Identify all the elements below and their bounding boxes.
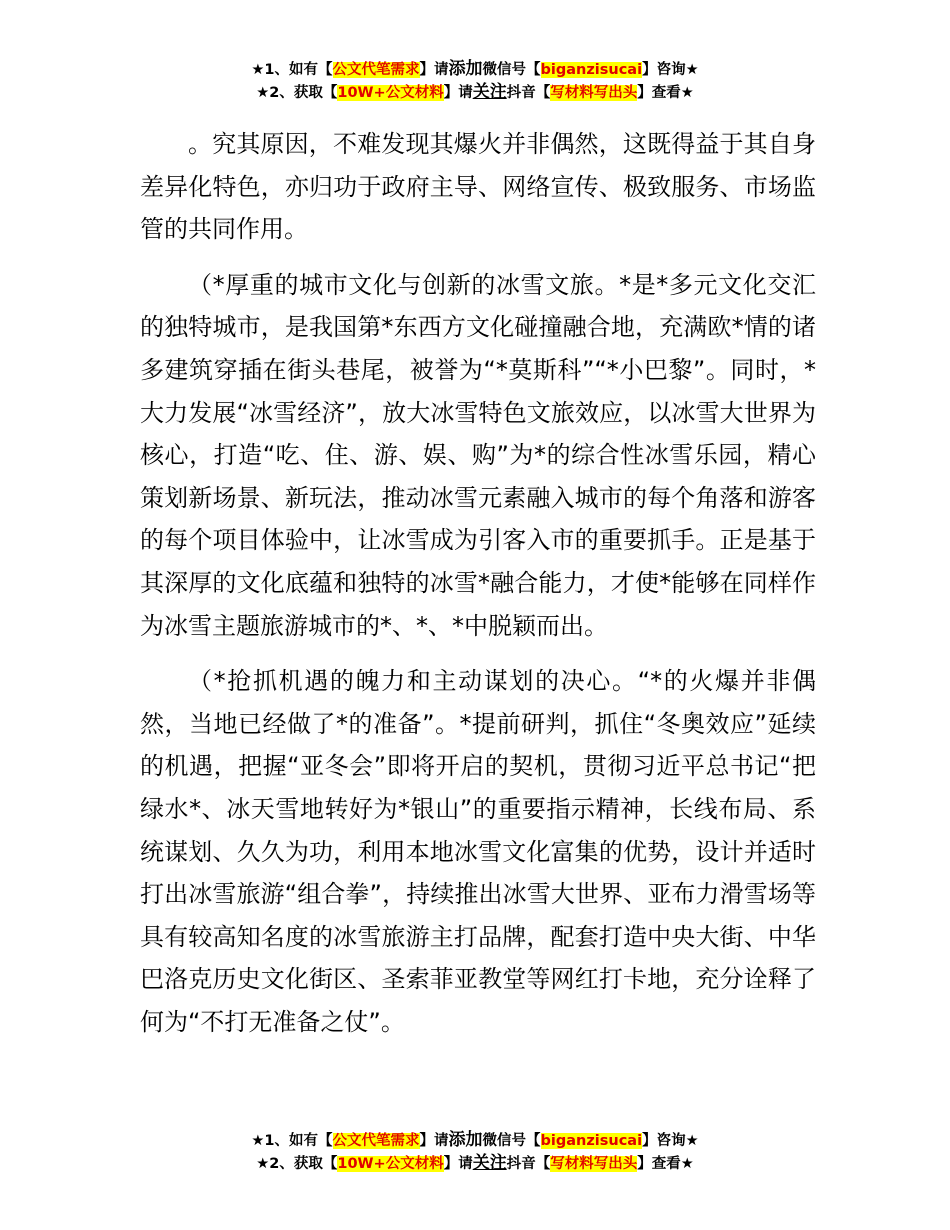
- banner-line-2: ★2、获取【10W+公文材料】请关注抖音【写材料写出头】查看★: [256, 82, 694, 102]
- paragraph-2: （*厚重的城市文化与创新的冰雪文旅。*是*多元文化交汇的独特城市，是我国第*东西方文化碰撞融合地，充满欧*情的诸多建筑穿插在街头巷尾，被誉为“*莫斯科”“*小巴黎”。同时，*大力发展“冰雪经济”，放大冰雪特色文旅效应，以冰雪大世界为核心，打造“吃、住、游、娱、购”为*的综合性冰雪乐园，精心策划新场景、新玩法，推动冰雪元素融入城市的每个角落和游客的每个项目体验中，让冰雪成为引客入市的重要抓手。正是基于其深厚的文化底蕴和独特的冰雪*融合能力，才使*能够在同样作为冰雪主题旅游城市的*、*、*中脱颖而出。: [140, 270, 816, 640]
- banner-line-2: ★2、获取【10W+公文材料】请关注抖音【写材料写出头】查看★: [256, 1153, 694, 1173]
- star-icon: ★: [680, 85, 694, 101]
- highlight-wechat-id: biganzisucai: [540, 1133, 643, 1149]
- star-icon: ★: [685, 1133, 699, 1149]
- footer-banner: [0, 1129, 950, 1175]
- star-icon: ★: [680, 1156, 694, 1172]
- star-icon: ★: [256, 85, 270, 101]
- star-icon: ★: [251, 1133, 265, 1149]
- highlight-wechat-id: biganzisucai: [540, 62, 643, 78]
- highlight-materials: 10W+公文材料: [337, 85, 444, 101]
- banner-line-1: ★1、如有【公文代笔需求】请添加微信号【biganzisucai】咨询★: [251, 1130, 699, 1150]
- star-icon: ★: [685, 62, 699, 78]
- highlight-douyin-account: 写材料写出头: [550, 85, 638, 101]
- highlight-service: 公文代笔需求: [332, 62, 420, 78]
- paragraph-1: 。究其原因，不难发现其爆火并非偶然，这既得益于其自身差异化特色，亦归功于政府主导、网络宣传、极致服务、市场监管的共同作用。: [140, 130, 816, 244]
- header-banner: [0, 58, 950, 104]
- highlight-douyin-account: 写材料写出头: [550, 1156, 638, 1172]
- star-icon: ★: [256, 1156, 270, 1172]
- highlight-materials: 10W+公文材料: [337, 1156, 444, 1172]
- document-body: [140, 123, 816, 1056]
- star-icon: ★: [251, 62, 265, 78]
- highlight-service: 公文代笔需求: [332, 1133, 420, 1149]
- banner-line-1: ★1、如有【公文代笔需求】请添加微信号【biganzisucai】咨询★: [251, 59, 699, 79]
- paragraph-3: （*抢抓机遇的魄力和主动谋划的决心。“*的火爆并非偶然，当地已经做了*的准备”。*提前研判，抓住“冬奥效应”延续的机遇，把握“亚冬会”即将开启的契机，贯彻习近平总书记“把绿水*、冰天雪地转好为*银山”的重要指示精神，长线布局、系统谋划、久久为功，利用本地冰雪文化富集的优势，设计并适时打出冰雪旅游“组合拳”，持续推出冰雪大世界、亚布力滑雪场等具有较高知名度的冰雪旅游主打品牌，配套打造中央大街、中华巴洛克历史文化街区、圣索菲亚教堂等网红打卡地，充分诠释了何为“不打无准备之仗”。: [140, 667, 816, 1036]
